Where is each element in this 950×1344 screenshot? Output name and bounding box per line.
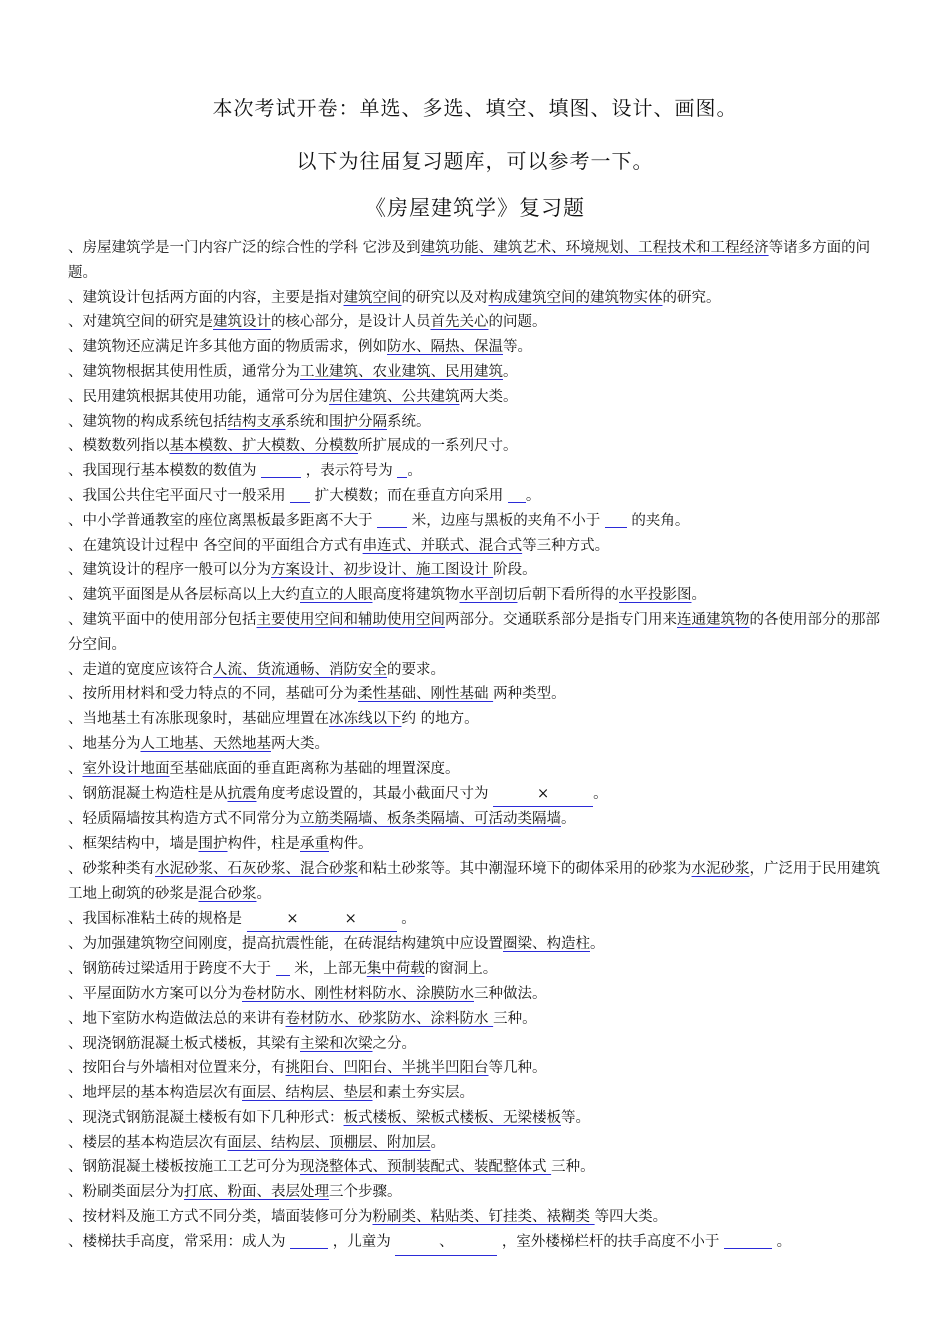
question-text: 、建筑设计包括两方面的内容，主要是指对 <box>68 289 344 306</box>
question-item <box>68 832 888 857</box>
question-text: 、轻质隔墙按其构造方式不同常分为 <box>68 811 300 828</box>
question-item <box>68 385 888 410</box>
question-item <box>68 957 888 982</box>
question-item <box>68 732 888 757</box>
question-text: 和素土夯实层。 <box>372 1085 474 1102</box>
question-item <box>68 1205 888 1230</box>
answer-underlined: 基本模数、扩大模数、分模数 <box>169 438 358 455</box>
question-item <box>68 1106 888 1131</box>
question-text: 阶段。 <box>493 562 537 579</box>
answer-underlined: 承重 <box>300 836 329 853</box>
question-text: 三个步骤。 <box>329 1184 402 1201</box>
question-text: 、房屋建筑学是一门内容广泛的综合性的学科 它涉及到 <box>68 240 421 256</box>
question-item <box>68 484 888 509</box>
question-text: 、地下室防水构造做法总的来讲有 <box>68 1010 286 1027</box>
question-item <box>68 1081 888 1106</box>
question-text: 、钢筋砖过梁适用于跨度不大于 <box>68 961 276 978</box>
answer-underlined: 人工地基、天然地基 <box>140 735 271 752</box>
answer-underlined: 建筑功能、建筑艺术、环境规划、工程技术和工程经济 <box>420 240 769 256</box>
question-text: 。 <box>256 885 271 902</box>
question-text: 两大类。 <box>459 388 518 405</box>
answer-underlined: 卷材防水、砂浆防水、涂料防水 <box>285 1010 494 1027</box>
answer-blank <box>508 487 526 503</box>
question-text: 。 <box>430 1134 445 1151</box>
answer-blank <box>377 512 407 528</box>
answer-underlined: 立筋类隔墙、板条类隔墙、可活动类隔墙 <box>300 811 561 828</box>
question-text: 之分。 <box>372 1035 416 1052</box>
question-text: ，表示符号为 <box>301 463 398 480</box>
question-text: 、按材料及施工方式不同分类，墙面装修可分为 <box>68 1209 373 1226</box>
question-item <box>68 1056 888 1081</box>
question-item <box>68 236 888 286</box>
question-text: 高度将建筑物 <box>372 587 460 604</box>
answer-underlined: 连通建筑物 <box>677 611 750 628</box>
question-text: 系统和 <box>285 413 329 430</box>
question-text: 、现浇式钢筋混凝土楼板有如下几种形式： <box>68 1109 344 1126</box>
question-item <box>68 1230 888 1256</box>
question-text: 、我国公共住宅平面尺寸一般采用 <box>68 487 291 504</box>
question-item <box>68 1007 888 1032</box>
question-text: 。 <box>396 910 416 927</box>
answer-underlined: 方案设计、初步设计、施工图设计 <box>271 562 494 579</box>
question-item <box>68 583 888 608</box>
question-text: 等三种方式。 <box>522 537 610 554</box>
question-item <box>68 360 888 385</box>
question-text: 扩大模数；而在垂直方向采用 <box>310 487 508 504</box>
answer-underlined: 卷材防水、刚性材料防水、涂膜防水 <box>242 985 474 1002</box>
question-text: 、地坪层的基本构造层次有 <box>68 1085 242 1102</box>
question-text: 的夹角。 <box>626 512 690 529</box>
document-title: 《房屋建筑学》复习题 <box>365 196 585 220</box>
answer-underlined: 主要使用空间和辅助使用空间 <box>256 611 445 628</box>
question-item <box>68 434 888 459</box>
answer-underlined: 串连式、并联式、混合式 <box>362 537 523 554</box>
question-item <box>68 534 888 559</box>
question-item <box>68 608 888 658</box>
question-item <box>68 807 888 832</box>
answer-underlined: 挑阳台、凹阳台、半挑半凹阳台 <box>285 1060 489 1077</box>
answer-blank <box>605 512 627 528</box>
answer-underlined: 直立的人眼 <box>300 587 373 604</box>
question-item <box>68 907 888 933</box>
question-text: 等。 <box>561 1109 590 1126</box>
answer-underlined: 冰冻线以下 <box>329 711 402 728</box>
question-text: 。 <box>561 811 576 828</box>
question-text: 的要求。 <box>387 661 445 678</box>
question-list <box>68 236 888 1256</box>
answer-underlined: 围护 <box>198 836 228 853</box>
question-item <box>68 857 888 907</box>
question-text: 、砂浆种类有 <box>68 860 155 877</box>
question-text: 所扩展成的一系列尺寸。 <box>358 438 518 455</box>
question-text: 的核心部分，是设计人员 <box>271 314 431 331</box>
answer-underlined: 粉刷类、粘贴类、钉挂类、裱糊类 <box>372 1209 595 1226</box>
answer-underlined: 打底、粉面、表层处理 <box>184 1184 329 1201</box>
question-item <box>68 286 888 311</box>
question-text: 、模数数列指以 <box>68 438 170 455</box>
question-text: 后朝下看所得的 <box>517 587 619 604</box>
question-item <box>68 658 888 683</box>
answer-blank <box>724 1233 772 1249</box>
question-text: 、建筑平面中的使用部分包括 <box>68 611 257 628</box>
question-text: 、框架结构中，墙是 <box>68 836 199 853</box>
question-text: 等诸多方面的问题。 <box>68 240 871 281</box>
question-text: 和粘土砂浆等。其中潮湿环境下的砌体采用的砂浆为 <box>358 860 692 877</box>
question-text: 、楼层的基本构造层次有 <box>68 1134 228 1151</box>
answer-blank <box>290 1233 328 1249</box>
question-text: 。 <box>503 363 518 380</box>
answer-underlined: 水平投影图 <box>619 587 692 604</box>
question-text: 。 <box>593 785 608 802</box>
question-text: 等几种。 <box>488 1060 547 1077</box>
question-text: 两种类型。 <box>493 686 566 703</box>
answer-underlined: 室外设计地面 <box>82 760 170 777</box>
question-text: 、建筑物根据其使用性质，通常分为 <box>68 363 300 380</box>
question-text: 、对建筑空间的研究是 <box>68 314 213 331</box>
question-text: 、按所用材料和受力特点的不同，基础可分为 <box>68 686 358 703</box>
question-text: 、我国标准粘土砖的规格是 <box>68 910 247 927</box>
question-text: 系统。 <box>387 413 431 430</box>
answer-blank <box>276 960 290 976</box>
question-text: ，广泛用于民用建筑工地上砌筑的砂浆是 <box>68 860 880 902</box>
answer-underlined: 建筑设计 <box>213 314 271 331</box>
question-text: 、为加强建筑物空间刚度，提高抗震性能，在砖混结构建筑中应设置 <box>68 936 503 953</box>
question-item <box>68 757 888 782</box>
question-text: 、走道的宽度应该符合 <box>68 661 213 678</box>
question-text: 、地基分为 <box>68 735 141 752</box>
question-item <box>68 558 888 583</box>
answer-underlined: 抗震 <box>227 785 257 802</box>
answer-underlined: 结构支承 <box>227 413 286 430</box>
answer-underlined: 水泥砂浆 <box>691 860 750 877</box>
answer-underlined: 防水、隔热、保温 <box>387 339 503 356</box>
question-text: 构件，柱是 <box>227 836 300 853</box>
question-text: 、 <box>68 760 83 777</box>
question-text: 米，边座与黑板的夹角不小于 <box>407 512 605 529</box>
question-text: 、建筑平面图是从各层标高以上大约 <box>68 587 300 604</box>
question-text: 米，上部无 <box>289 961 367 978</box>
answer-blank: × × <box>247 907 397 933</box>
question-text: 、在建筑设计过程中 各空间的平面组合方式有 <box>68 537 363 554</box>
question-item <box>68 982 888 1007</box>
question-text: 的研究以及对 <box>401 289 489 306</box>
question-text: 两大类。 <box>271 735 329 752</box>
answer-underlined: 构成建筑空间的建筑物实体 <box>488 289 663 306</box>
question-text: 。 <box>691 587 706 604</box>
answer-underlined: 柔性基础、刚性基础 <box>358 686 494 703</box>
answer-underlined: 首先关心 <box>430 314 489 331</box>
question-text: 约 的地方。 <box>401 711 479 728</box>
question-text: 、钢筋混凝土楼板按施工工艺可分为 <box>68 1159 300 1176</box>
answer-underlined: 板式楼板、梁板式楼板、无梁楼板 <box>343 1109 561 1126</box>
answer-underlined: 现浇整体式、预制装配式、装配整体式 <box>300 1159 552 1176</box>
question-text: 等四大类。 <box>594 1209 668 1226</box>
question-text: ，室外楼梯栏杆的扶手高度不小于 <box>497 1233 725 1250</box>
question-text: 角度考虑设置的，其最小截面尺寸为 <box>256 785 494 802</box>
answer-blank: × <box>493 782 593 808</box>
answer-underlined: 工业建筑、农业建筑、民用建筑 <box>300 363 503 380</box>
question-text: 三种。 <box>493 1010 537 1027</box>
answer-underlined: 水平剖切 <box>459 587 518 604</box>
question-item <box>68 459 888 484</box>
question-item <box>68 310 888 335</box>
question-text: 的问题。 <box>488 314 547 331</box>
question-item <box>68 410 888 435</box>
question-item <box>68 782 888 808</box>
question-text: 、民用建筑根据其使用功能，通常可分为 <box>68 388 329 405</box>
answer-underlined: 混合砂浆 <box>198 885 257 902</box>
question-text: ，儿童为 <box>328 1233 396 1250</box>
question-item <box>68 1155 888 1180</box>
answer-underlined: 围护分隔 <box>329 413 387 430</box>
answer-underlined: 面层、结构层、垫层 <box>242 1085 373 1102</box>
question-text: 、粉刷类面层分为 <box>68 1184 184 1201</box>
question-text: 。 <box>407 463 422 480</box>
answer-underlined: 人流、货流通畅、消防安全 <box>213 661 387 678</box>
question-text: 至基础底面的垂直距离称为基础的埋置深度。 <box>169 760 460 777</box>
answer-underlined: 主梁和次梁 <box>300 1035 373 1052</box>
question-text: 构件。 <box>329 836 373 853</box>
question-text: 两部分。交通联系部分是指专门用来 <box>445 611 677 628</box>
question-text: 的研究。 <box>662 289 721 306</box>
answer-blank <box>290 487 310 503</box>
answer-blank <box>397 462 407 478</box>
answer-underlined: 面层、结构层、顶棚层、附加层 <box>227 1134 431 1151</box>
question-item <box>68 707 888 732</box>
question-text: 、建筑物的构成系统包括 <box>68 413 228 430</box>
question-text: 、钢筋混凝土构造柱是从 <box>68 785 228 802</box>
exam-notice-heading: 本次考试开卷：单选、多选、填空、填图、设计、画图。 <box>212 96 738 120</box>
question-text: 、楼梯扶手高度，常采用：成人为 <box>68 1233 291 1250</box>
question-text: 、建筑设计的程序一般可以分为 <box>68 562 271 579</box>
question-item <box>68 1180 888 1205</box>
question-text: 、中小学普通教室的座位离黑板最多距离不大于 <box>68 512 378 529</box>
question-text: 的窗洞上。 <box>424 961 498 978</box>
question-text: 等。 <box>503 339 532 356</box>
question-text: 、平屋面防水方案可以分为 <box>68 985 242 1002</box>
question-text: 的各使用部分的那部分空间。 <box>68 611 880 653</box>
answer-blank <box>261 462 301 478</box>
question-text: 。 <box>525 487 541 504</box>
answer-underlined: 圈梁、构造柱 <box>503 936 590 953</box>
answer-underlined: 建筑空间 <box>343 289 402 306</box>
question-text: 、当地基土有冻胀现象时，基础应埋置在 <box>68 711 329 728</box>
question-text: 。 <box>772 1233 792 1250</box>
question-item <box>68 1131 888 1156</box>
question-text: 。 <box>590 936 605 953</box>
question-text: 三种做法。 <box>474 985 547 1002</box>
question-item <box>68 932 888 957</box>
question-item <box>68 509 888 534</box>
question-item <box>68 1032 888 1057</box>
question-item <box>68 682 888 707</box>
question-text: 三种。 <box>551 1159 595 1176</box>
question-text: 、建筑物还应满足许多其他方面的物质需求，例如 <box>68 339 387 356</box>
answer-underlined: 居住建筑、公共建筑 <box>329 388 460 405</box>
answer-underlined: 集中荷载 <box>366 961 425 978</box>
question-bank-note-heading: 以下为往届复习题库，可以参考一下。 <box>296 149 654 173</box>
question-item <box>68 335 888 360</box>
question-text: 、按阳台与外墙相对位置来分，有 <box>68 1060 286 1077</box>
question-text: 、现浇钢筋混凝土板式楼板，其梁有 <box>68 1035 300 1052</box>
answer-blank: 、 <box>395 1230 497 1256</box>
question-text: 、我国现行基本模数的数值为 <box>68 463 262 480</box>
answer-underlined: 水泥砂浆、石灰砂浆、混合砂浆 <box>155 860 358 877</box>
